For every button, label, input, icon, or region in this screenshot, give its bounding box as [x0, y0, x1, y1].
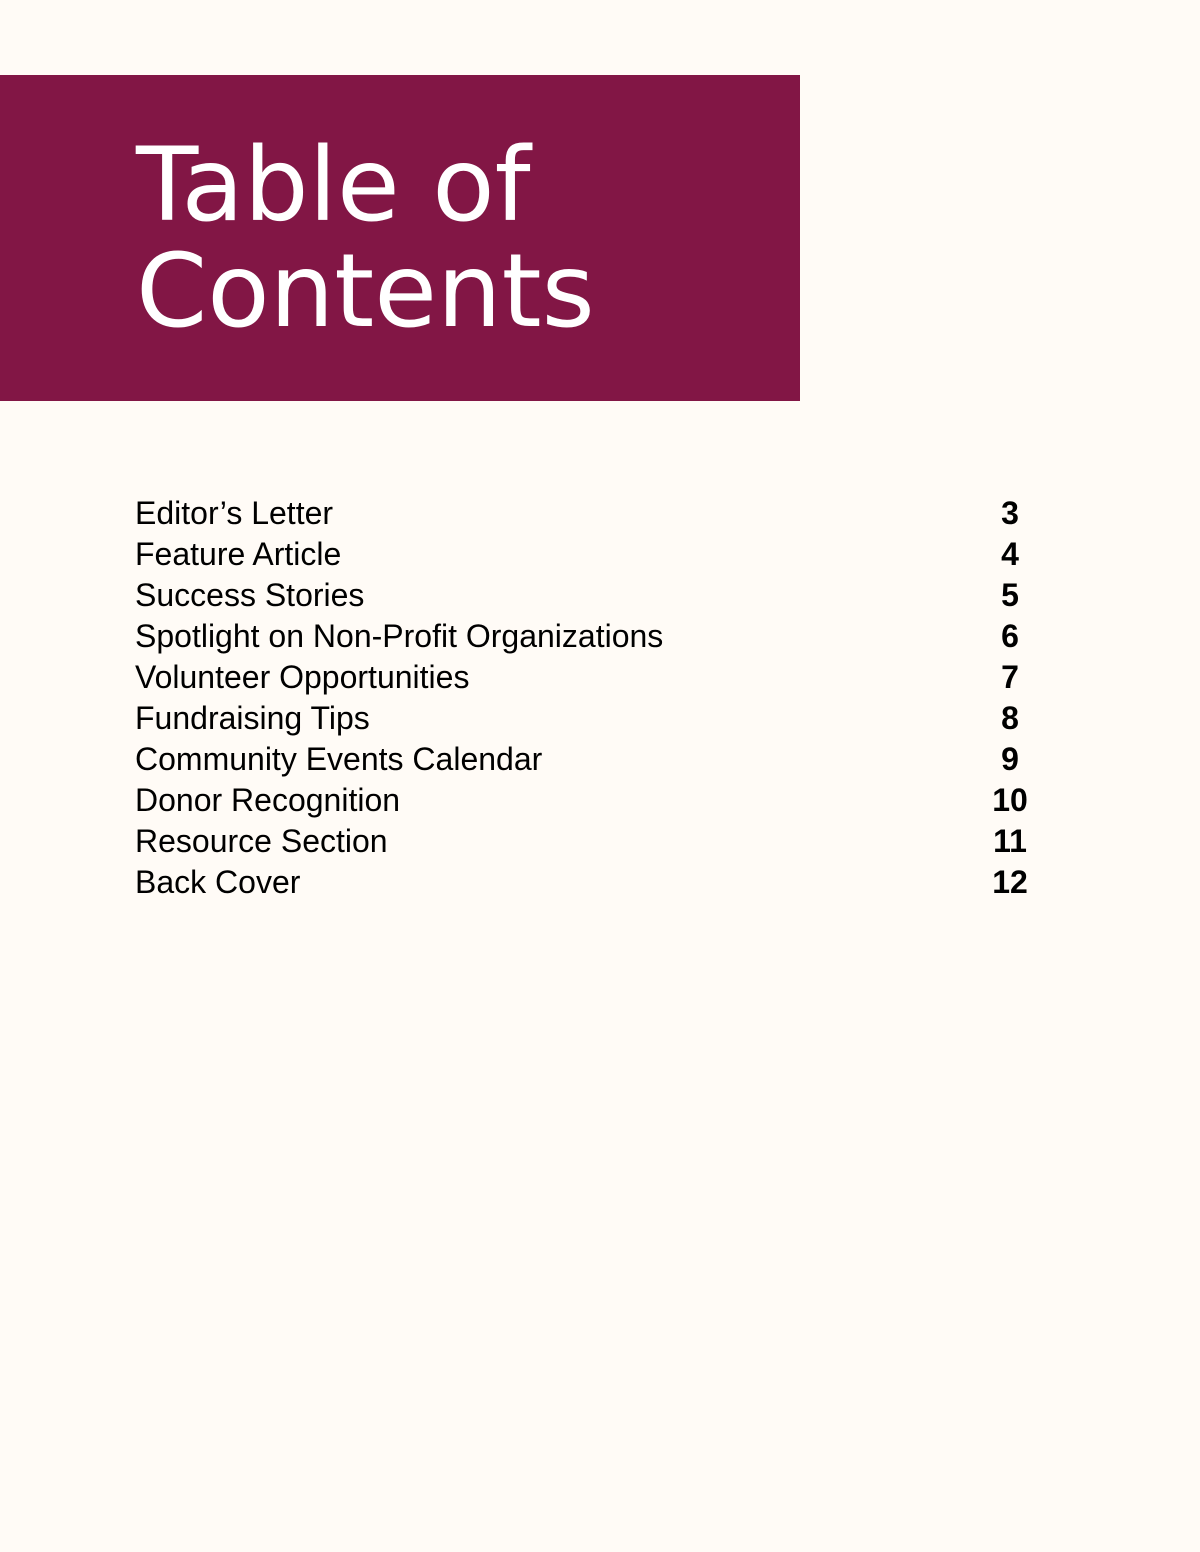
toc-entry-label: Feature Article — [135, 536, 342, 572]
toc-entry-label: Community Events Calendar — [135, 741, 543, 777]
toc-entry-fundraising-tips[interactable] — [135, 698, 1030, 739]
toc-entry-label: Volunteer Opportunities — [135, 659, 470, 695]
page-title-line-2: Contents — [136, 232, 595, 351]
toc-entry-label: Back Cover — [135, 864, 301, 900]
toc-entry-page-number: 8 — [1001, 700, 1019, 736]
toc-entry-page-number: 7 — [1001, 659, 1019, 695]
toc-entry-page-number: 10 — [992, 782, 1028, 818]
toc-entry-label: Editor’s Letter — [135, 495, 334, 531]
page-title — [136, 126, 595, 351]
toc-entry-success-stories[interactable] — [135, 575, 1030, 616]
toc-entry-donor-recognition[interactable] — [135, 780, 1030, 821]
toc-entry-back-cover[interactable] — [135, 862, 1030, 903]
toc-entry-page-number: 9 — [1001, 741, 1019, 777]
toc-entry-label: Fundraising Tips — [135, 700, 370, 736]
toc-entry-page-number: 5 — [1001, 577, 1019, 613]
toc-entry-volunteer-opportunities[interactable] — [135, 657, 1030, 698]
toc-entry-page-number: 3 — [1001, 495, 1019, 531]
toc-entry-page-number: 6 — [1001, 618, 1019, 654]
toc-entry-spotlight[interactable] — [135, 616, 1030, 657]
toc-entry-label: Spotlight on Non-Profit Organizations — [135, 618, 664, 654]
toc-entry-page-number: 4 — [1001, 536, 1019, 572]
toc-entry-page-number: 12 — [992, 864, 1028, 900]
toc-entry-page-number: 11 — [993, 823, 1027, 859]
toc-entry-label: Donor Recognition — [135, 782, 401, 818]
toc-entry-feature-article[interactable] — [135, 534, 1030, 575]
table-of-contents — [135, 493, 1030, 903]
toc-entry-label: Success Stories — [135, 577, 365, 613]
toc-entry-editors-letter[interactable] — [135, 493, 1030, 534]
toc-entry-resource-section[interactable] — [135, 821, 1030, 862]
toc-entry-label: Resource Section — [135, 823, 388, 859]
toc-entry-community-events-calendar[interactable] — [135, 739, 1030, 780]
page-title-line-1: Table of — [136, 126, 531, 245]
